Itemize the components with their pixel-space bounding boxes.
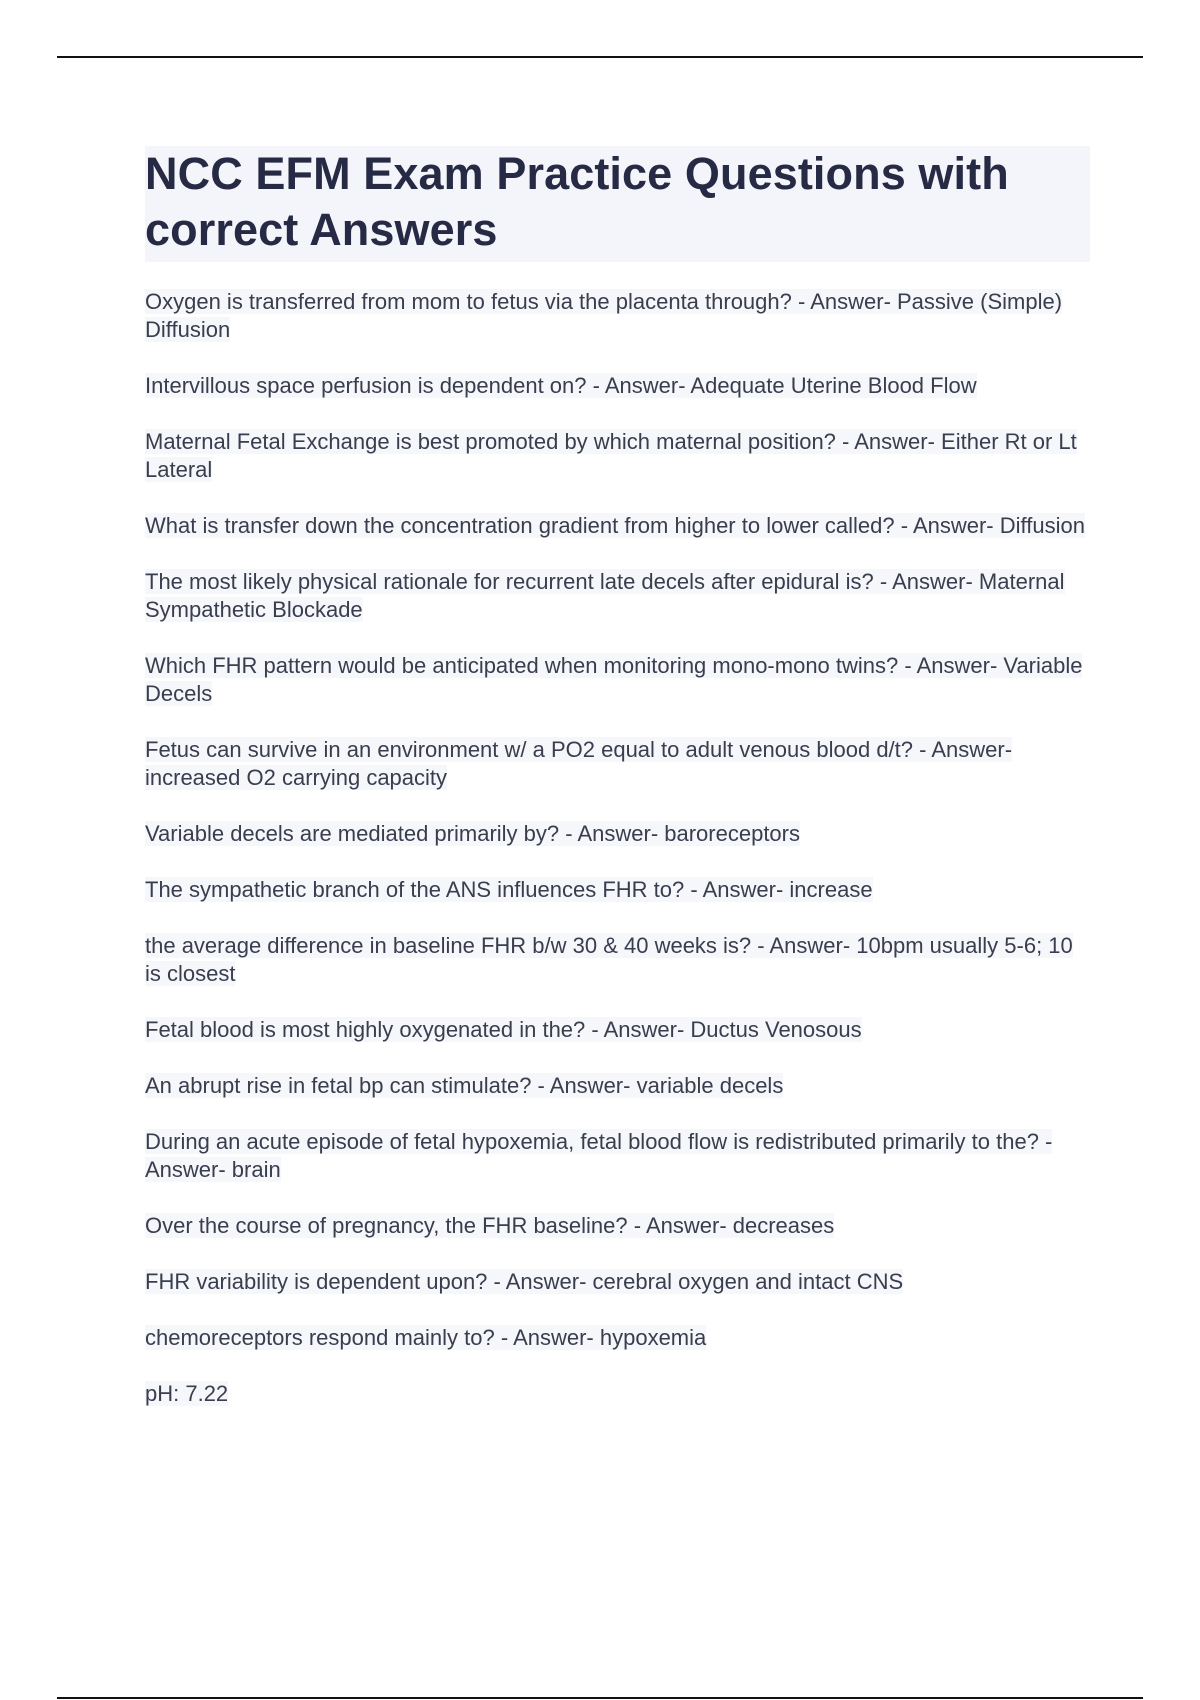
qa-item	[145, 372, 1090, 400]
title-block	[145, 146, 1090, 262]
qa-text: An abrupt rise in fetal bp can stimulate? - Answer- variable decels	[145, 1073, 784, 1098]
qa-item	[145, 652, 1090, 708]
qa-item	[145, 288, 1090, 344]
page-title: NCC EFM Exam Practice Questions with correct Answers	[145, 148, 1009, 255]
qa-item	[145, 512, 1090, 540]
qa-item	[145, 876, 1090, 904]
qa-item	[145, 736, 1090, 792]
qa-item	[145, 932, 1090, 988]
qa-text: The sympathetic branch of the ANS influences FHR to? - Answer- increase	[145, 877, 873, 902]
qa-item	[145, 1324, 1090, 1352]
qa-item	[145, 1268, 1090, 1296]
qa-item	[145, 1072, 1090, 1100]
qa-list	[145, 288, 1090, 1408]
qa-text: Fetus can survive in an environment w/ a PO2 equal to adult venous blood d/t? - Answer- increased O2 carrying capacity	[145, 737, 1013, 790]
qa-item	[145, 568, 1090, 624]
qa-text: Which FHR pattern would be anticipated when monitoring mono-mono twins? - Answer- Variable Decels	[145, 653, 1083, 706]
qa-text: What is transfer down the concentration gradient from higher to lower called? - Answer- Diffusion	[145, 513, 1085, 538]
qa-item	[145, 1212, 1090, 1240]
qa-text: Fetal blood is most highly oxygenated in the? - Answer- Ductus Venosous	[145, 1017, 862, 1042]
qa-text: Oxygen is transferred from mom to fetus via the placenta through? - Answer- Passive (Simple) Diffusion	[145, 289, 1063, 342]
qa-item	[145, 1128, 1090, 1184]
qa-item	[145, 820, 1090, 848]
qa-item	[145, 1016, 1090, 1044]
qa-text: the average difference in baseline FHR b/w 30 & 40 weeks is? - Answer- 10bpm usually 5-6; 10 is closest	[145, 933, 1073, 986]
qa-text: The most likely physical rationale for recurrent late decels after epidural is? - Answer- Maternal Sympathetic Blockade	[145, 569, 1065, 622]
qa-text: Intervillous space perfusion is dependent on? - Answer- Adequate Uterine Blood Flow	[145, 373, 977, 398]
qa-text: Maternal Fetal Exchange is best promoted by which maternal position? - Answer- Either Rt or Lt Lateral	[145, 429, 1077, 482]
qa-text: Variable decels are mediated primarily by? - Answer- baroreceptors	[145, 821, 800, 846]
qa-item	[145, 428, 1090, 484]
qa-item	[145, 1380, 1090, 1408]
top-divider	[57, 56, 1143, 58]
qa-text: Over the course of pregnancy, the FHR baseline? - Answer- decreases	[145, 1213, 835, 1238]
document-body	[145, 146, 1090, 1436]
qa-text: During an acute episode of fetal hypoxemia, fetal blood flow is redistributed primarily to the? - Answer- brain	[145, 1129, 1053, 1182]
qa-text: chemoreceptors respond mainly to? - Answer- hypoxemia	[145, 1325, 707, 1350]
bottom-divider	[57, 1697, 1143, 1699]
qa-text: pH: 7.22	[145, 1381, 229, 1406]
qa-text: FHR variability is dependent upon? - Answer- cerebral oxygen and intact CNS	[145, 1269, 904, 1294]
